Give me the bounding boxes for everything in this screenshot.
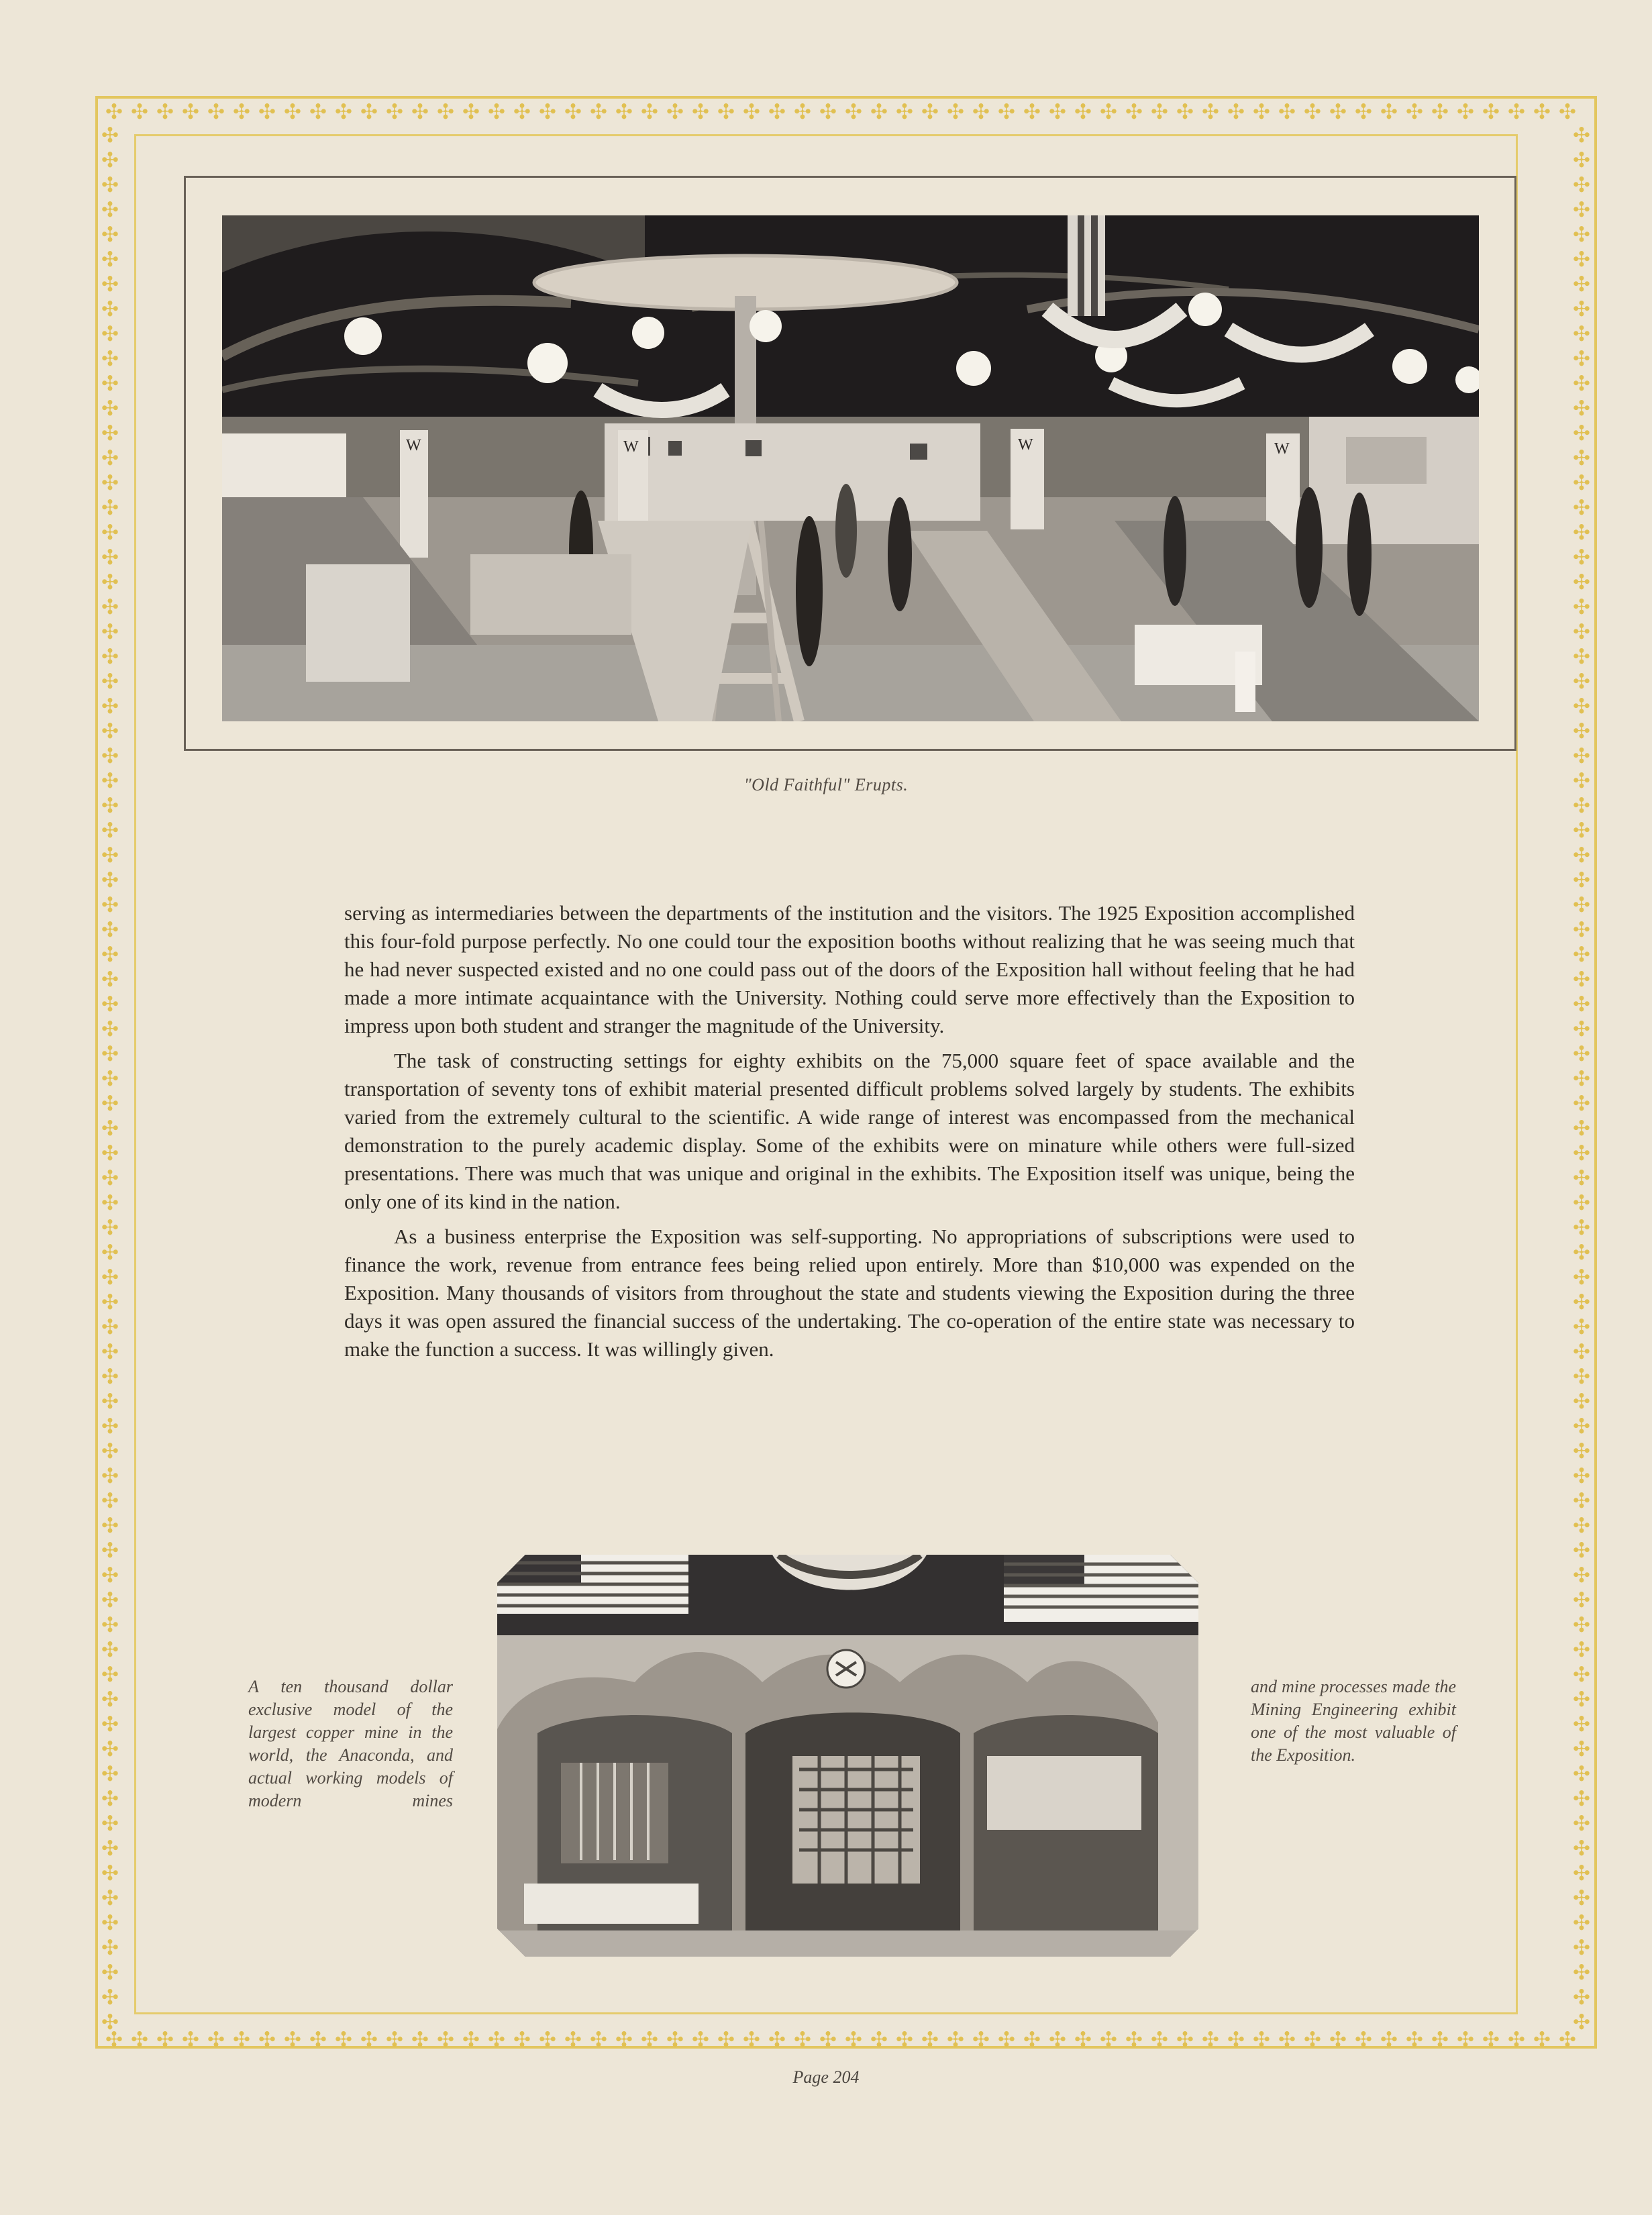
ornament-flourish-icon: ✣ bbox=[1573, 645, 1590, 668]
ornament-flourish-icon: ✣ bbox=[1573, 421, 1590, 445]
ornament-flourish-icon: ✣ bbox=[1573, 1439, 1590, 1463]
ornament-flourish-icon: ✣ bbox=[101, 546, 119, 569]
ornament-flourish-icon: ✣ bbox=[564, 100, 582, 123]
ornament-flourish-icon: ✣ bbox=[1573, 1588, 1590, 1612]
ornament-flourish-icon: ✣ bbox=[768, 2028, 786, 2051]
ornament-flourish-icon: ✣ bbox=[101, 1762, 119, 1786]
ornament-flourish-icon: ✣ bbox=[845, 100, 862, 123]
ornament-flourish-icon: ✣ bbox=[437, 2028, 454, 2051]
ornament-flourish-icon: ✣ bbox=[101, 1439, 119, 1463]
ornament-flourish-icon: ✣ bbox=[743, 100, 760, 123]
ornament-flourish-icon: ✣ bbox=[1573, 1539, 1590, 1562]
ornament-flourish-icon: ✣ bbox=[1573, 1936, 1590, 1959]
ornament-flourish-icon: ✣ bbox=[819, 100, 837, 123]
ornament-flourish-icon: ✣ bbox=[870, 2028, 888, 2051]
old-faithful-photo-art bbox=[222, 215, 1479, 721]
ornament-flourish-icon: ✣ bbox=[101, 446, 119, 470]
ornament-flourish-icon: ✣ bbox=[101, 496, 119, 519]
booth-sign-1: W bbox=[623, 438, 639, 456]
ornament-flourish-icon: ✣ bbox=[1278, 100, 1296, 123]
ornament-flourish-icon: ✣ bbox=[1573, 1489, 1590, 1512]
ornament-flourish-icon: ✣ bbox=[1329, 2028, 1347, 2051]
ornament-flourish-icon: ✣ bbox=[101, 992, 119, 1016]
ornament-flourish-icon: ✣ bbox=[101, 1663, 119, 1686]
ornament-flourish-icon: ✣ bbox=[101, 372, 119, 395]
ornament-flourish-icon: ✣ bbox=[1100, 100, 1117, 123]
ornament-flourish-icon: ✣ bbox=[258, 2028, 276, 2051]
ornament-flourish-icon: ✣ bbox=[101, 1563, 119, 1587]
ornament-flourish-icon: ✣ bbox=[131, 100, 148, 123]
ornament-flourish-icon: ✣ bbox=[101, 1092, 119, 1115]
ornament-flourish-icon: ✣ bbox=[1573, 1067, 1590, 1090]
ornament-flourish-icon: ✣ bbox=[386, 2028, 403, 2051]
ornament-flourish-icon: ✣ bbox=[1074, 100, 1092, 123]
ornament-flourish-icon: ✣ bbox=[1573, 1141, 1590, 1165]
paragraph-2: The task of constructing settings for eighty exhibits on the 75,000 square feet of space available and the transportation of seventy tons of exhibit material presented difficult problems solved largely by students. The exhibits varied from the extremely cultural to the scientific. A wide range of interest was encompassed from the mechanical demonstration to the purely academic display. Some of the exhibits were on minature while others were full-sized presentations. There was much that was unique and original in the exhibits. The Exposition itself was unique, being the only one of its kind in the nation. bbox=[344, 1049, 1355, 1213]
ornament-flourish-icon: ✣ bbox=[101, 471, 119, 495]
ornament-flourish-icon: ✣ bbox=[101, 347, 119, 370]
ornament-flourish-icon: ✣ bbox=[1202, 2028, 1219, 2051]
ornament-flourish-icon: ✣ bbox=[101, 1365, 119, 1388]
ornament-flourish-icon: ✣ bbox=[972, 100, 990, 123]
ornament-flourish-icon: ✣ bbox=[513, 2028, 531, 2051]
ornament-flourish-icon: ✣ bbox=[1253, 2028, 1270, 2051]
mining-exhibit-photo bbox=[497, 1555, 1198, 1957]
ornament-flourish-icon: ✣ bbox=[1023, 2028, 1041, 2051]
ornament-flourish-icon: ✣ bbox=[1573, 1663, 1590, 1686]
ornament-flourish-icon: ✣ bbox=[1457, 2028, 1474, 2051]
ornament-flourish-icon: ✣ bbox=[207, 2028, 225, 2051]
ornament-flourish-icon: ✣ bbox=[1573, 148, 1590, 172]
ornament-flourish-icon: ✣ bbox=[1573, 1017, 1590, 1041]
ornament-flourish-icon: ✣ bbox=[207, 100, 225, 123]
ornament-flourish-icon: ✣ bbox=[641, 2028, 658, 2051]
ornament-flourish-icon: ✣ bbox=[156, 100, 174, 123]
ornament-flourish-icon: ✣ bbox=[921, 100, 939, 123]
top-photo-frame bbox=[184, 176, 1516, 751]
ornament-flourish-icon: ✣ bbox=[615, 2028, 633, 2051]
ornament-flourish-icon: ✣ bbox=[488, 2028, 505, 2051]
ornament-flourish-icon: ✣ bbox=[1573, 1365, 1590, 1388]
ornament-flourish-icon: ✣ bbox=[870, 100, 888, 123]
ornament-flourish-icon: ✣ bbox=[101, 1837, 119, 1860]
ornament-flourish-icon: ✣ bbox=[101, 1638, 119, 1661]
booth-sign-2: W bbox=[1018, 436, 1033, 454]
ornament-flourish-icon: ✣ bbox=[717, 2028, 735, 2051]
ornament-flourish-icon: ✣ bbox=[101, 1414, 119, 1438]
ornament-flourish-icon: ✣ bbox=[101, 1241, 119, 1264]
ornament-flourish-icon: ✣ bbox=[513, 100, 531, 123]
ornament-flourish-icon: ✣ bbox=[1573, 347, 1590, 370]
ornament-flourish-icon: ✣ bbox=[1573, 1266, 1590, 1289]
ornament-flourish-icon: ✣ bbox=[101, 893, 119, 917]
ornament-flourish-icon: ✣ bbox=[156, 2028, 174, 2051]
ornament-flourish-icon: ✣ bbox=[101, 1737, 119, 1761]
ornament-flourish-icon: ✣ bbox=[1049, 2028, 1066, 2051]
ornament-flourish-icon: ✣ bbox=[1573, 1191, 1590, 1215]
article-body bbox=[344, 899, 1355, 1370]
ornament-flourish-icon: ✣ bbox=[1202, 100, 1219, 123]
ornament-flourish-icon: ✣ bbox=[947, 100, 964, 123]
top-photo-caption: "Old Faithful" Erupts. bbox=[743, 775, 909, 794]
ornament-flourish-icon: ✣ bbox=[1100, 2028, 1117, 2051]
ornament-flourish-icon: ✣ bbox=[131, 2028, 148, 2051]
ornament-flourish-icon: ✣ bbox=[101, 123, 119, 147]
paragraph-1: serving as intermediaries between the departments of the institution and the visitors. The 1925 Exposition accomplished this four-fold purpose perfectly. No one could tour the exposition booths without realizing that he was seeing much that he had never suspected existed and no one could pass out of the doors of the Exposition hall without feeling that he had made a more intimate acquaintance with the University. Nothing could serve more effectively than the Exposition to impress upon both student and stranger the magnitude of the University. bbox=[344, 901, 1355, 1037]
ornament-flourish-icon: ✣ bbox=[101, 148, 119, 172]
ornament-flourish-icon: ✣ bbox=[539, 100, 556, 123]
ornament-flourish-icon: ✣ bbox=[539, 2028, 556, 2051]
ornament-flourish-icon: ✣ bbox=[1573, 1464, 1590, 1488]
ornament-flourish-icon: ✣ bbox=[1406, 2028, 1423, 2051]
ornament-flourish-icon: ✣ bbox=[1573, 595, 1590, 619]
ornament-flourish-icon: ✣ bbox=[101, 1886, 119, 1910]
ornament-flourish-icon: ✣ bbox=[101, 794, 119, 817]
ornament-flourish-icon: ✣ bbox=[1573, 546, 1590, 569]
ornament-flourish-icon: ✣ bbox=[309, 2028, 327, 2051]
ornament-flourish-icon: ✣ bbox=[1573, 1613, 1590, 1637]
ornament-flourish-icon: ✣ bbox=[1573, 943, 1590, 966]
ornament-flourish-icon: ✣ bbox=[1406, 100, 1423, 123]
ornament-flourish-icon: ✣ bbox=[1573, 1762, 1590, 1786]
ornament-flourish-icon: ✣ bbox=[1573, 1216, 1590, 1239]
ornament-flourish-icon: ✣ bbox=[1573, 819, 1590, 842]
ornament-flourish-icon: ✣ bbox=[1573, 1414, 1590, 1438]
ornament-flourish-icon: ✣ bbox=[101, 1712, 119, 1736]
ornament-flourish-icon: ✣ bbox=[101, 272, 119, 296]
ornament-flourish-icon: ✣ bbox=[1482, 2028, 1500, 2051]
left-photo-caption: A ten thousand dollar exclusive model of the largest copper mine in the world, the Anaconda, and actual working models of modern mines bbox=[248, 1677, 453, 1810]
ornament-flourish-icon: ✣ bbox=[1304, 100, 1321, 123]
ornament-flourish-icon: ✣ bbox=[1573, 719, 1590, 743]
ornament-flourish-icon: ✣ bbox=[1573, 893, 1590, 917]
ornament-flourish-icon: ✣ bbox=[1573, 1042, 1590, 1066]
ornament-flourish-icon: ✣ bbox=[845, 2028, 862, 2051]
ornament-flourish-icon: ✣ bbox=[998, 100, 1015, 123]
ornament-flourish-icon: ✣ bbox=[819, 2028, 837, 2051]
ornament-flourish-icon: ✣ bbox=[101, 1017, 119, 1041]
ornament-flourish-icon: ✣ bbox=[1573, 521, 1590, 544]
ornament-flourish-icon: ✣ bbox=[1573, 1117, 1590, 1140]
ornament-flourish-icon: ✣ bbox=[1573, 223, 1590, 246]
ornament-flourish-icon: ✣ bbox=[101, 1787, 119, 1810]
ornament-flourish-icon: ✣ bbox=[896, 100, 913, 123]
ornament-flourish-icon: ✣ bbox=[1573, 1861, 1590, 1885]
ornament-flourish-icon: ✣ bbox=[101, 1514, 119, 1537]
ornament-flourish-icon: ✣ bbox=[1176, 2028, 1194, 2051]
ornament-flourish-icon: ✣ bbox=[1573, 272, 1590, 296]
ornament-flourish-icon: ✣ bbox=[1355, 2028, 1372, 2051]
ornament-flourish-icon: ✣ bbox=[794, 100, 811, 123]
ornament-flourish-icon: ✣ bbox=[101, 1067, 119, 1090]
ornament-flourish-icon: ✣ bbox=[1573, 843, 1590, 867]
ornament-flourish-icon: ✣ bbox=[1508, 2028, 1525, 2051]
ornament-flourish-icon: ✣ bbox=[717, 100, 735, 123]
ornament-flourish-icon: ✣ bbox=[1573, 1340, 1590, 1363]
ornament-flourish-icon: ✣ bbox=[101, 297, 119, 321]
ornament-flourish-icon: ✣ bbox=[794, 2028, 811, 2051]
ornament-flourish-icon: ✣ bbox=[1573, 670, 1590, 693]
ornament-flourish-icon: ✣ bbox=[101, 1588, 119, 1612]
ornament-flourish-icon: ✣ bbox=[692, 100, 709, 123]
ornament-flourish-icon: ✣ bbox=[947, 2028, 964, 2051]
ornament-flourish-icon: ✣ bbox=[101, 819, 119, 842]
booth-sign-3: W bbox=[1274, 440, 1290, 458]
ornament-flourish-icon: ✣ bbox=[101, 397, 119, 420]
ornament-flourish-icon: ✣ bbox=[101, 1141, 119, 1165]
ornament-flourish-icon: ✣ bbox=[101, 769, 119, 792]
booth-sign-4: W bbox=[406, 437, 421, 454]
ornament-flourish-icon: ✣ bbox=[462, 100, 480, 123]
ornament-flourish-icon: ✣ bbox=[1431, 100, 1449, 123]
ornament-flourish-icon: ✣ bbox=[1573, 1986, 1590, 2009]
ornament-flourish-icon: ✣ bbox=[182, 100, 199, 123]
ornament-flourish-icon: ✣ bbox=[1533, 2028, 1551, 2051]
ornament-flourish-icon: ✣ bbox=[101, 645, 119, 668]
ornament-flourish-icon: ✣ bbox=[1573, 694, 1590, 718]
ornament-flourish-icon: ✣ bbox=[101, 670, 119, 693]
ornament-flourish-icon: ✣ bbox=[1355, 100, 1372, 123]
ornament-flourish-icon: ✣ bbox=[1573, 322, 1590, 346]
ornament-flourish-icon: ✣ bbox=[101, 868, 119, 892]
ornament-flourish-icon: ✣ bbox=[1573, 1911, 1590, 1935]
ornament-flourish-icon: ✣ bbox=[233, 2028, 250, 2051]
ornament-flourish-icon: ✣ bbox=[1573, 297, 1590, 321]
ornament-flourish-icon: ✣ bbox=[1573, 1837, 1590, 1860]
ornament-flourish-icon: ✣ bbox=[411, 2028, 429, 2051]
ornament-flourish-icon: ✣ bbox=[1573, 1812, 1590, 1835]
ornament-flourish-icon: ✣ bbox=[1573, 1712, 1590, 1736]
ornament-flourish-icon: ✣ bbox=[1573, 794, 1590, 817]
ornament-flourish-icon: ✣ bbox=[101, 1216, 119, 1239]
ornament-flourish-icon: ✣ bbox=[101, 968, 119, 991]
ornament-flourish-icon: ✣ bbox=[1573, 2010, 1590, 2034]
ornament-flourish-icon: ✣ bbox=[101, 1861, 119, 1885]
ornament-flourish-icon: ✣ bbox=[1573, 1241, 1590, 1264]
ornament-flourish-icon: ✣ bbox=[101, 620, 119, 643]
ornament-flourish-icon: ✣ bbox=[101, 223, 119, 246]
ornament-flourish-icon: ✣ bbox=[615, 100, 633, 123]
ornament-flourish-icon: ✣ bbox=[1457, 100, 1474, 123]
ornament-flourish-icon: ✣ bbox=[101, 1489, 119, 1512]
ornament-flourish-icon: ✣ bbox=[1176, 100, 1194, 123]
ornament-flourish-icon: ✣ bbox=[101, 1290, 119, 1314]
ornament-flourish-icon: ✣ bbox=[1573, 769, 1590, 792]
ornament-flourish-icon: ✣ bbox=[411, 100, 429, 123]
ornament-flourish-icon: ✣ bbox=[101, 521, 119, 544]
ornament-flourish-icon: ✣ bbox=[1380, 100, 1398, 123]
ornament-flourish-icon: ✣ bbox=[1125, 2028, 1143, 2051]
ornament-flourish-icon: ✣ bbox=[1573, 1737, 1590, 1761]
ornament-flourish-icon: ✣ bbox=[1573, 1514, 1590, 1537]
ornament-flourish-icon: ✣ bbox=[101, 1539, 119, 1562]
ornament-flourish-icon: ✣ bbox=[101, 1613, 119, 1637]
ornament-flourish-icon: ✣ bbox=[1573, 248, 1590, 271]
ornament-flourish-icon: ✣ bbox=[360, 100, 378, 123]
ornament-flourish-icon: ✣ bbox=[101, 1961, 119, 1984]
ornament-flourish-icon: ✣ bbox=[101, 322, 119, 346]
ornament-flourish-icon: ✣ bbox=[488, 100, 505, 123]
ornament-flourish-icon: ✣ bbox=[1573, 1092, 1590, 1115]
ornament-flourish-icon: ✣ bbox=[105, 100, 123, 123]
ornament-flourish-icon: ✣ bbox=[101, 1340, 119, 1363]
ornament-flourish-icon: ✣ bbox=[692, 2028, 709, 2051]
ornament-flourish-icon: ✣ bbox=[101, 1688, 119, 1711]
ornament-flourish-icon: ✣ bbox=[101, 1042, 119, 1066]
ornament-flourish-icon: ✣ bbox=[1573, 744, 1590, 768]
right-photo-caption: and mine processes made the Mining Engineering exhibit one of the most valuable of the Exposition. bbox=[1251, 1677, 1456, 1765]
ornament-flourish-icon: ✣ bbox=[896, 2028, 913, 2051]
ornament-flourish-icon: ✣ bbox=[1227, 100, 1245, 123]
ornament-flourish-icon: ✣ bbox=[1508, 100, 1525, 123]
ornament-flourish-icon: ✣ bbox=[101, 1936, 119, 1959]
ornament-flourish-icon: ✣ bbox=[105, 2028, 123, 2051]
ornament-flourish-icon: ✣ bbox=[1573, 868, 1590, 892]
page-number: Page 204 bbox=[792, 2067, 860, 2087]
ornament-flourish-icon: ✣ bbox=[666, 2028, 684, 2051]
ornament-flourish-icon: ✣ bbox=[1573, 1688, 1590, 1711]
ornament-flourish-icon: ✣ bbox=[437, 100, 454, 123]
ornament-flourish-icon: ✣ bbox=[101, 694, 119, 718]
ornament-flourish-icon: ✣ bbox=[101, 1117, 119, 1140]
ornament-flourish-icon: ✣ bbox=[101, 1266, 119, 1289]
ornament-flourish-icon: ✣ bbox=[284, 2028, 301, 2051]
ornament-flourish-icon: ✣ bbox=[1573, 992, 1590, 1016]
ornament-flourish-icon: ✣ bbox=[386, 100, 403, 123]
ornament-flourish-icon: ✣ bbox=[1278, 2028, 1296, 2051]
ornament-flourish-icon: ✣ bbox=[233, 100, 250, 123]
ornament-flourish-icon: ✣ bbox=[743, 2028, 760, 2051]
ornament-flourish-icon: ✣ bbox=[1573, 1961, 1590, 1984]
ornament-flourish-icon: ✣ bbox=[641, 100, 658, 123]
ornament-flourish-icon: ✣ bbox=[1482, 100, 1500, 123]
ornament-flourish-icon: ✣ bbox=[101, 1390, 119, 1413]
ornament-flourish-icon: ✣ bbox=[1151, 2028, 1168, 2051]
ornament-flourish-icon: ✣ bbox=[335, 100, 352, 123]
ornament-flourish-icon: ✣ bbox=[1049, 100, 1066, 123]
ornament-flourish-icon: ✣ bbox=[1533, 100, 1551, 123]
ornament-flourish-icon: ✣ bbox=[1573, 446, 1590, 470]
ornament-flourish-icon: ✣ bbox=[182, 2028, 199, 2051]
ornament-flourish-icon: ✣ bbox=[1573, 1563, 1590, 1587]
ornament-flourish-icon: ✣ bbox=[360, 2028, 378, 2051]
ornament-flourish-icon: ✣ bbox=[101, 1464, 119, 1488]
ornament-flourish-icon: ✣ bbox=[998, 2028, 1015, 2051]
ornament-flourish-icon: ✣ bbox=[1573, 570, 1590, 594]
ornament-flourish-icon: ✣ bbox=[1559, 2028, 1576, 2051]
ornament-flourish-icon: ✣ bbox=[101, 421, 119, 445]
ornament-flourish-icon: ✣ bbox=[1573, 471, 1590, 495]
paragraph-3: As a business enterprise the Exposition was self-supporting. No appropriations of subscriptions were used to finance the work, revenue from entrance fees being relied upon entirely. More than $10,000 was expended on the Exposition. Many thousands of visitors from throughout the state and students viewing the Exposition during the three days it was open assured the financial success of the undertaking. The co-operation of the entire state was necessary to make the function a success. It was willingly given. bbox=[344, 1225, 1355, 1361]
ornament-flourish-icon: ✣ bbox=[1573, 968, 1590, 991]
ornament-flourish-icon: ✣ bbox=[101, 1986, 119, 2009]
ornament-flourish-icon: ✣ bbox=[101, 1191, 119, 1215]
mining-exhibit-photo-art bbox=[497, 1555, 1198, 1957]
ornament-flourish-icon: ✣ bbox=[1074, 2028, 1092, 2051]
ornament-flourish-icon: ✣ bbox=[666, 100, 684, 123]
ornament-flourish-icon: ✣ bbox=[564, 2028, 582, 2051]
ornament-flourish-icon: ✣ bbox=[1559, 100, 1576, 123]
ornament-flourish-icon: ✣ bbox=[101, 198, 119, 221]
ornament-flourish-icon: ✣ bbox=[101, 744, 119, 768]
ornament-flourish-icon: ✣ bbox=[101, 943, 119, 966]
ornament-flourish-icon: ✣ bbox=[1573, 496, 1590, 519]
ornament-flourish-icon: ✣ bbox=[972, 2028, 990, 2051]
ornament-flourish-icon: ✣ bbox=[1573, 198, 1590, 221]
ornament-flourish-icon: ✣ bbox=[921, 2028, 939, 2051]
ornament-flourish-icon: ✣ bbox=[462, 2028, 480, 2051]
ornament-flourish-icon: ✣ bbox=[1573, 1315, 1590, 1339]
ornament-flourish-icon: ✣ bbox=[101, 1911, 119, 1935]
ornament-flourish-icon: ✣ bbox=[258, 100, 276, 123]
ornament-flourish-icon: ✣ bbox=[768, 100, 786, 123]
ornament-flourish-icon: ✣ bbox=[1573, 372, 1590, 395]
ornament-flourish-icon: ✣ bbox=[309, 100, 327, 123]
ornament-flourish-icon: ✣ bbox=[101, 843, 119, 867]
ornament-flourish-icon: ✣ bbox=[101, 248, 119, 271]
ornament-flourish-icon: ✣ bbox=[1573, 1638, 1590, 1661]
ornament-flourish-icon: ✣ bbox=[1253, 100, 1270, 123]
ornament-flourish-icon: ✣ bbox=[101, 570, 119, 594]
ornament-flourish-icon: ✣ bbox=[1573, 123, 1590, 147]
old-faithful-photo bbox=[222, 215, 1479, 721]
ornament-flourish-icon: ✣ bbox=[1573, 397, 1590, 420]
ornament-flourish-icon: ✣ bbox=[101, 1315, 119, 1339]
ornament-flourish-icon: ✣ bbox=[590, 100, 607, 123]
ornament-flourish-icon: ✣ bbox=[101, 173, 119, 197]
ornament-flourish-icon: ✣ bbox=[1573, 1166, 1590, 1190]
ornament-flourish-icon: ✣ bbox=[1380, 2028, 1398, 2051]
ornament-flourish-icon: ✣ bbox=[1573, 173, 1590, 197]
ornament-flourish-icon: ✣ bbox=[101, 595, 119, 619]
ornament-flourish-icon: ✣ bbox=[1151, 100, 1168, 123]
ornament-flourish-icon: ✣ bbox=[1304, 2028, 1321, 2051]
ornament-flourish-icon: ✣ bbox=[101, 719, 119, 743]
ornament-flourish-icon: ✣ bbox=[101, 1166, 119, 1190]
ornament-flourish-icon: ✣ bbox=[1573, 1787, 1590, 1810]
ornament-flourish-icon: ✣ bbox=[101, 2010, 119, 2034]
ornament-flourish-icon: ✣ bbox=[1329, 100, 1347, 123]
ornament-flourish-icon: ✣ bbox=[1573, 918, 1590, 941]
ornament-flourish-icon: ✣ bbox=[1227, 2028, 1245, 2051]
ornament-flourish-icon: ✣ bbox=[1573, 1290, 1590, 1314]
ornament-flourish-icon: ✣ bbox=[590, 2028, 607, 2051]
ornament-flourish-icon: ✣ bbox=[1573, 1886, 1590, 1910]
ornament-flourish-icon: ✣ bbox=[1023, 100, 1041, 123]
ornament-flourish-icon: ✣ bbox=[1125, 100, 1143, 123]
ornament-flourish-icon: ✣ bbox=[335, 2028, 352, 2051]
ornament-flourish-icon: ✣ bbox=[1573, 1390, 1590, 1413]
ornament-flourish-icon: ✣ bbox=[284, 100, 301, 123]
ornament-flourish-icon: ✣ bbox=[1431, 2028, 1449, 2051]
ornament-flourish-icon: ✣ bbox=[1573, 620, 1590, 643]
ornament-flourish-icon: ✣ bbox=[101, 918, 119, 941]
ornament-flourish-icon: ✣ bbox=[101, 1812, 119, 1835]
